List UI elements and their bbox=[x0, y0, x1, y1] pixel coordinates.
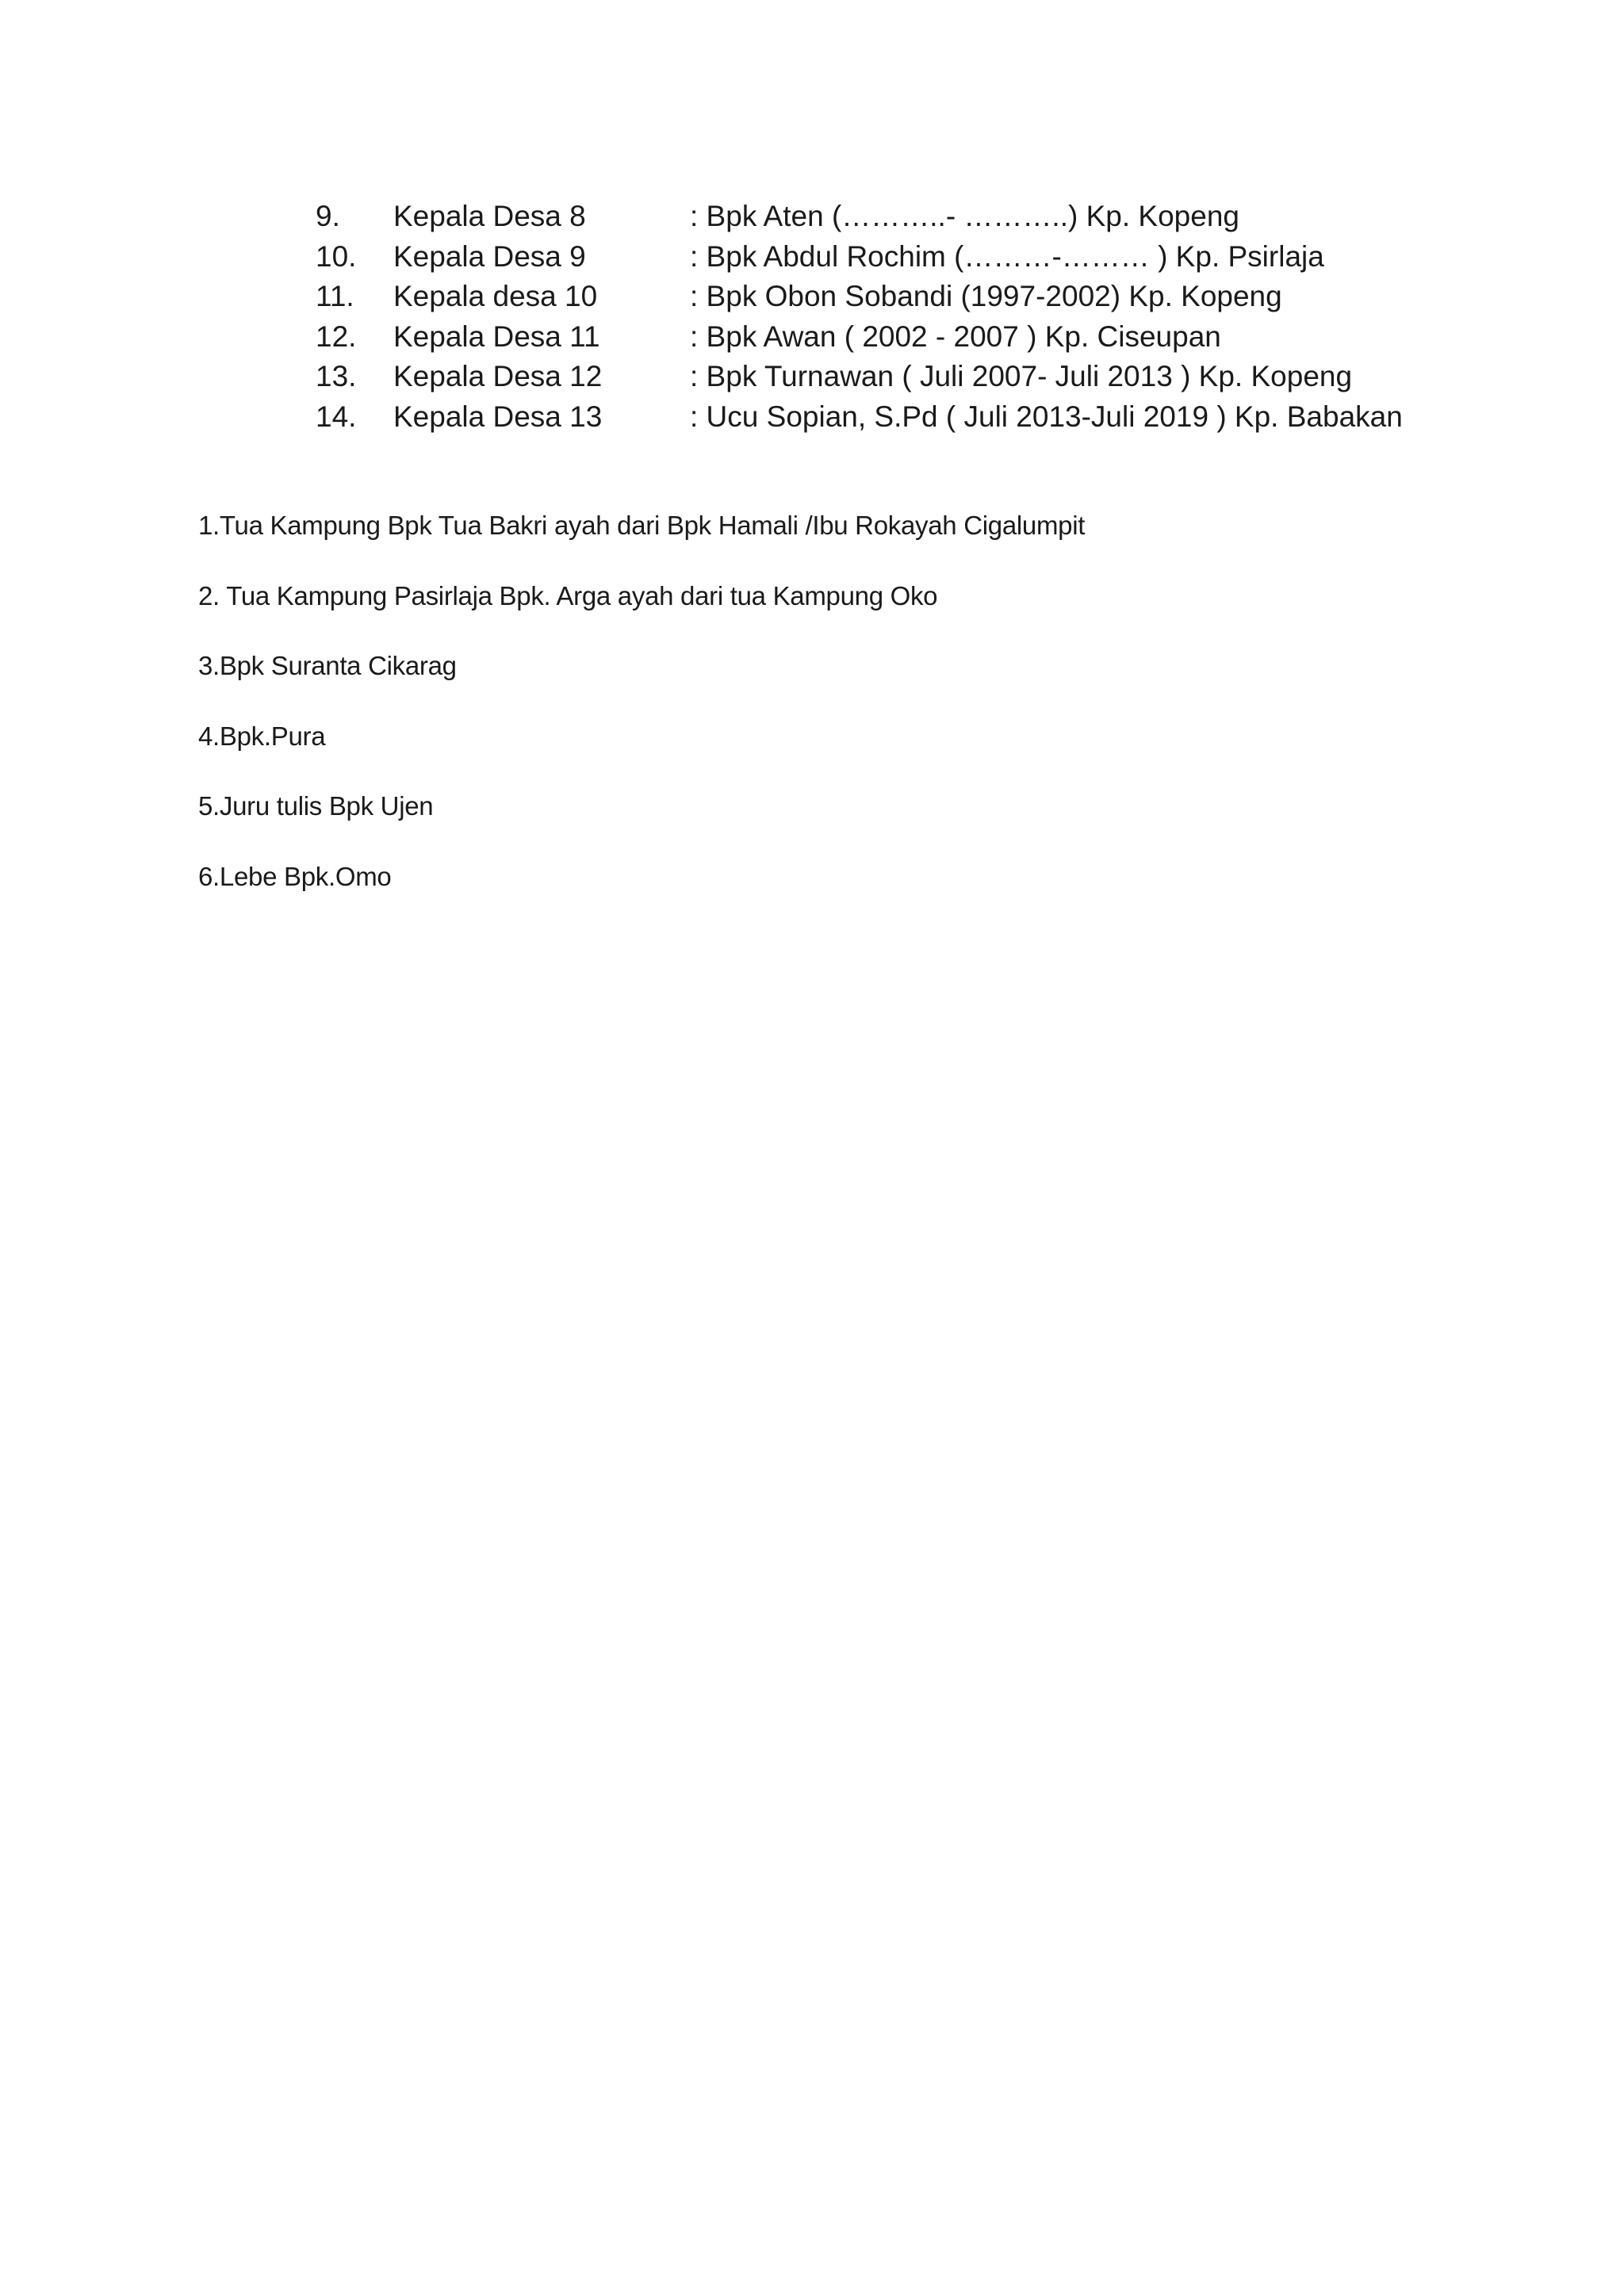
kepala-desa-row bbox=[316, 237, 1505, 277]
row-title: Kepala Desa 9 bbox=[393, 239, 586, 273]
row-number: 12. bbox=[316, 320, 357, 353]
kepala-desa-row bbox=[316, 317, 1505, 358]
tua-kampung-item: 2. Tua Kampung Pasirlaja Bpk. Arga ayah dari tua Kampung Oko bbox=[198, 580, 938, 610]
tua-kampung-list bbox=[198, 506, 1467, 927]
tua-kampung-item: 3.Bpk Suranta Cikarag bbox=[198, 651, 457, 680]
tua-kampung-item: 1.Tua Kampung Bpk Tua Bakri ayah dari Bpk Hamali /Ibu Rokayah Cigalumpit bbox=[198, 511, 1086, 540]
row-number: 10. bbox=[316, 239, 357, 273]
row-number: 14. bbox=[316, 400, 357, 433]
row-detail: : Bpk Abdul Rochim (………-……… ) Kp. Psirlaja bbox=[690, 239, 1324, 273]
tua-kampung-item: 5.Juru tulis Bpk Ujen bbox=[198, 791, 434, 821]
kepala-desa-row bbox=[316, 357, 1505, 397]
row-title: Kepala Desa 8 bbox=[393, 200, 586, 232]
row-title: Kepala desa 10 bbox=[393, 280, 598, 313]
row-title: Kepala Desa 11 bbox=[393, 320, 600, 353]
row-title: Kepala Desa 12 bbox=[393, 360, 603, 393]
tua-kampung-item: 4.Bpk.Pura bbox=[198, 721, 326, 751]
row-detail: : Bpk Obon Sobandi (1997-2002) Kp. Kopeng bbox=[690, 280, 1282, 313]
row-detail: : Ucu Sopian, S.Pd ( Juli 2013-Juli 2019 ) Kp. Babakan bbox=[690, 400, 1403, 433]
row-detail: : Bpk Awan ( 2002 - 2007 ) Kp. Ciseupan bbox=[690, 320, 1221, 353]
kepala-desa-row bbox=[316, 397, 1505, 438]
row-number: 9. bbox=[316, 200, 340, 232]
kepala-desa-row bbox=[316, 197, 1505, 237]
kepala-desa-list bbox=[316, 197, 1505, 438]
row-detail: : Bpk Aten (………..- ………..) Kp. Kopeng bbox=[690, 200, 1239, 232]
tua-kampung-item: 6.Lebe Bpk.Omo bbox=[198, 861, 392, 891]
row-title: Kepala Desa 13 bbox=[393, 400, 603, 433]
row-number: 13. bbox=[316, 360, 357, 393]
kepala-desa-row bbox=[316, 277, 1505, 317]
row-detail: : Bpk Turnawan ( Juli 2007- Juli 2013 ) Kp. Kopeng bbox=[690, 360, 1353, 393]
row-number: 11. bbox=[316, 280, 354, 313]
